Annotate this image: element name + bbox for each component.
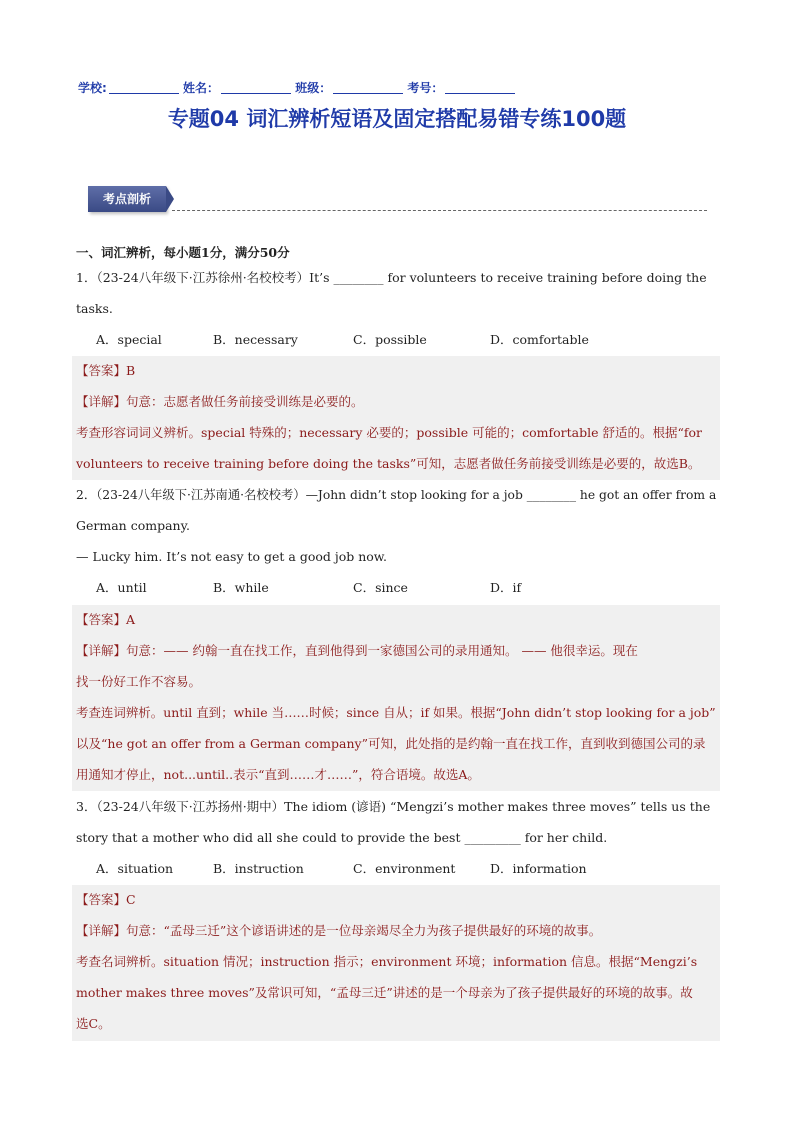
question-2-option-c: C．since	[353, 580, 408, 595]
question-2-detail-line-4: 以及“he got an offer from a German company”可知，此处指的是约翰一直在找工作，直到收到德国公司的录	[76, 736, 706, 751]
school-label: 学校:	[78, 81, 107, 95]
section-tag: 考点剖析	[88, 186, 166, 212]
exam-header-fields	[78, 79, 515, 96]
question-3-option-a: A．situation	[96, 861, 174, 876]
page-title: 专题04 词汇辨析短语及固定搭配易错专练100题	[167, 107, 627, 131]
question-2-stem-line-2: German company.	[76, 518, 190, 533]
question-1-detail-line-3: volunteers to receive training before doing the tasks”可知，志愿者做任务前接受训练是必要的，故选B。	[76, 456, 701, 471]
question-3-detail-line-2: 考查名词辨析。situation 情况；instruction 指示；environment 环境；information 信息。根据“Mengzi’s	[76, 954, 698, 969]
question-1-stem-line-2: tasks.	[76, 301, 113, 316]
question-2-answer: 【答案】A	[76, 612, 136, 627]
question-3-detail-line-1: 【详解】句意：“孟母三迁”这个谚语讲述的是一位母亲竭尽全力为孩子提供最好的环境的故事。	[76, 923, 602, 938]
question-3-detail-line-3: mother makes three moves”及常识可知，“孟母三迁”讲述的是一个母亲为了孩子提供最好的环境的故事。故	[76, 985, 693, 1000]
question-2-detail-line-3: 考查连词辨析。until 直到；while 当……时候；since 自从；if 如果。根据“John didn’t stop looking for a job”	[76, 705, 716, 720]
question-1-answer: 【答案】B	[76, 363, 136, 378]
part-heading: 一、词汇辨析，每小题1分，满分50分	[76, 245, 290, 260]
question-2-stem-line-3: — Lucky him. It’s not easy to get a good job now.	[76, 549, 387, 564]
number-blank	[445, 81, 515, 94]
class-label: 班级：	[295, 81, 332, 95]
question-1-option-d: D．comfortable	[490, 332, 589, 347]
question-2-option-a: A．until	[96, 580, 147, 595]
question-1-option-b: B．necessary	[213, 332, 298, 347]
question-2-stem-line-1: 2．（23-24八年级下·江苏南通·名校校考）—John didn’t stop looking for a job ________ he got an offer from a	[76, 487, 717, 502]
question-1-option-c: C．possible	[353, 332, 427, 347]
section-tag-arrow	[166, 186, 174, 212]
question-3-option-d: D．information	[490, 861, 587, 876]
question-2-option-b: B．while	[213, 580, 269, 595]
question-1-detail-line-1: 【详解】句意：志愿者做任务前接受训练是必要的。	[76, 394, 364, 409]
name-label: 姓名：	[183, 81, 220, 95]
question-1-option-a: A．special	[96, 332, 162, 347]
question-2-detail-line-2: 找一份好工作不容易。	[76, 674, 202, 689]
question-1-stem-line-1: 1．（23-24八年级下·江苏徐州·名校校考）It’s ________ for volunteers to receive training before doing the	[76, 270, 707, 285]
question-2-option-d: D．if	[490, 580, 522, 595]
question-2-answer-box	[72, 605, 720, 791]
name-blank	[221, 81, 291, 94]
school-blank	[109, 81, 179, 94]
section-divider	[172, 210, 707, 211]
question-3-option-c: C．environment	[353, 861, 456, 876]
question-3-answer: 【答案】C	[76, 892, 136, 907]
question-1-detail-line-2: 考查形容词词义辨析。special 特殊的；necessary 必要的；possible 可能的；comfortable 舒适的。根据“for	[76, 425, 702, 440]
question-3-stem-line-1: 3．（23-24八年级下·江苏扬州·期中）The idiom (谚语) “Mengzi’s mother makes three moves” tells us the	[76, 799, 711, 814]
question-3-detail-line-4: 选C。	[76, 1016, 111, 1031]
number-label: 考号：	[407, 81, 444, 95]
question-3-option-b: B．instruction	[213, 861, 304, 876]
question-2-detail-line-5: 用通知才停止，not...until..表示“直到……才……”，符合语境。故选A。	[76, 767, 480, 782]
class-blank	[333, 81, 403, 94]
question-2-detail-line-1: 【详解】句意：—— 约翰一直在找工作，直到他得到一家德国公司的录用通知。 —— 他很幸运。现在	[76, 643, 638, 658]
question-3-stem-line-2: story that a mother who did all she could to provide the best _________ for her child.	[76, 830, 608, 845]
